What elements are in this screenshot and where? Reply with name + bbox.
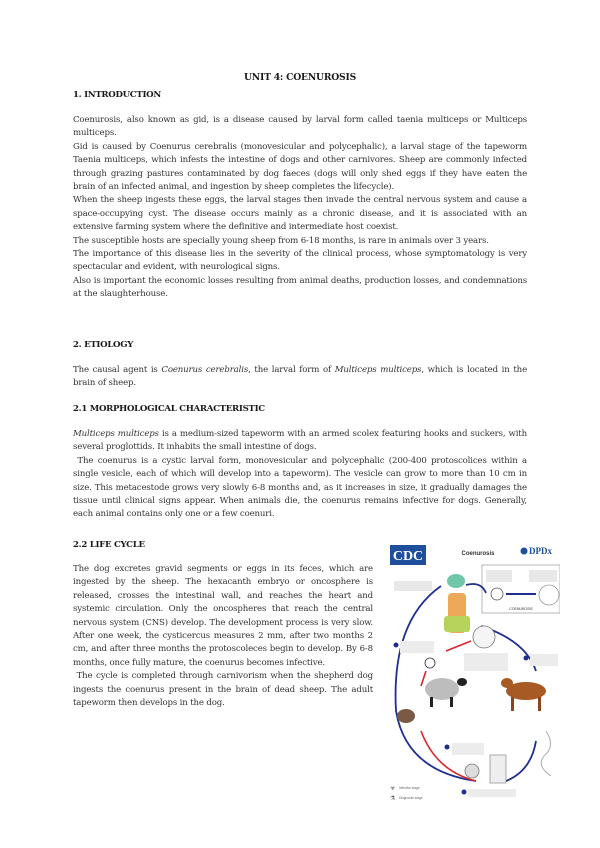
legend-infective-stage: Infective stage <box>399 786 420 790</box>
etiology-body <box>73 364 527 391</box>
dog-head-icon <box>501 678 513 688</box>
caption-block <box>529 570 557 582</box>
heading-morphology: 2.1 MORPHOLOGICAL CHARACTERISTIC <box>73 404 265 414</box>
sheep-head-icon <box>457 678 467 686</box>
dpdx-logo-text: DPDx <box>529 546 552 556</box>
step-marker-icon <box>524 656 529 661</box>
caption-block <box>400 641 434 653</box>
coenurus-cyst-icon <box>473 626 495 648</box>
morphology-body <box>73 428 530 522</box>
dpdx-logo-icon <box>521 548 528 555</box>
paragraph <box>73 428 527 455</box>
caption-block <box>464 653 508 671</box>
page-title: UNIT 4: COENUROSIS <box>243 72 357 83</box>
rabbit-icon <box>397 709 415 723</box>
heading-etiology: 2. ETIOLOGY <box>73 340 134 350</box>
text: is a medium-sized tapeworm with an armed scolex featuring hooks and suckers, with several proglottids. It inhabits the small intestine of dogs. <box>73 429 527 453</box>
text: , the larval form of <box>248 365 335 375</box>
life-cycle-body <box>73 563 376 710</box>
life-cycle-figure <box>386 541 560 821</box>
paragraph: Gid is caused by Coenurus cerebralis (monovesicular and polycephalic), a larval stage of the tapeworm Taenia multiceps, which infests the intestine of dogs and other carnivores. Sheep are commonly infected through grazing pastures contaminated by dog faeces (dogs will only shed eggs if they have eaten the brain of an infected animal, and ingestion by sheep completes the lifecycle). <box>73 141 527 193</box>
dog-leg <box>538 697 541 711</box>
intestine-icon <box>444 616 470 632</box>
paragraph: When the sheep ingests these eggs, the larval stages then invade the central nervous system and cause a space-occupying cyst. The disease occurs mainly as a chronic disease, and it is associated with an extensive farming system where the definitive and intermediate host coexist. <box>73 195 527 233</box>
sheep-icon <box>425 678 459 700</box>
figure-title: Coenurosis <box>461 551 495 557</box>
introduction-body <box>73 114 527 302</box>
caption-block <box>530 654 558 666</box>
legend-diagnostic-stage: Diagnostic stage <box>399 796 423 800</box>
paragraph: The coenurus is a cystic larval form, monovesicular and polycephalic (200-400 protoscolices within a single vesicle, each of which will develop into a tapeworm). The vesicle can grow to more than 10 cm in size. This metacestode grows very slowly 6-8 months and, as it increases in size, it gradually damages the tissue until clinical signs appear. When animals die, the coenurus remains infective for dogs. Generally, each animal contains only one or a few coenuri. <box>73 455 530 520</box>
oncosphere-icon <box>425 658 435 668</box>
infective-stage-icon: ☣ <box>390 786 396 792</box>
step-marker-icon <box>445 745 450 750</box>
paragraph: The dog excretes gravid segments or eggs in its feces, which are ingested by the sheep. The hexacanth embryo or oncosphere is released, crosses the intestinal wall, and reaches the heart and systemic circulation. Only the oncospheres that reach the central nervous system (CNS) develop. The development process is very slow. After one week, the cysticercus measures 2 mm, after two months 2 cm, and after three months the protoscoleces begin to develop. By 6-8 months, once fully mature, the coenurus becomes infective. <box>73 564 373 668</box>
sheep-leg <box>450 697 453 707</box>
species-name: Multiceps multiceps <box>73 429 159 439</box>
heading-introduction: 1. INTRODUCTION <box>73 90 161 100</box>
caption-block <box>486 570 512 582</box>
paragraph: Also is important the economic losses resulting from animal deaths, production losses, and condemnations at the slaughterhouse. <box>73 275 527 300</box>
caption-block <box>468 789 516 797</box>
caption-block <box>452 743 484 755</box>
step-marker-icon <box>462 790 467 795</box>
brain-icon <box>447 574 465 588</box>
egg-icon <box>465 764 479 778</box>
species-name: Multiceps multiceps <box>334 365 422 375</box>
paragraph: Coenurosis, also known as gid, is a disease caused by larval form called taenia multiceps or Multiceps multiceps. <box>73 115 527 139</box>
text: The causal agent is <box>73 365 162 375</box>
diagnostic-stage-icon: ⚗ <box>390 796 396 802</box>
dog-leg <box>511 697 514 711</box>
step-marker-icon <box>394 643 399 648</box>
species-name: Coenurus cerebralis <box>161 365 249 375</box>
paragraph: The cycle is completed through carnivorism when the shepherd dog ingests the coenurus present in the brain of dead sheep. The adult tapeworm then develops in the dog. <box>73 671 376 709</box>
proglottid-icon <box>490 755 506 783</box>
sheep-leg <box>430 697 433 707</box>
box-label: COENUROSIS <box>509 607 533 611</box>
paragraph: The susceptible hosts are specially young sheep from 6-18 months, is rare in animals over 3 years. <box>73 235 489 246</box>
paragraph: The importance of this disease lies in the severity of the clinical process, whose symptomatology is very spectacular and evident, with neurological signs. <box>73 249 527 273</box>
cdc-logo-text: CDC <box>392 549 424 564</box>
text: , which is located in the brain of sheep. <box>73 365 527 389</box>
heading-life-cycle: 2.2 LIFE CYCLE <box>73 540 145 550</box>
life-cycle-diagram <box>386 541 560 821</box>
caption-block <box>394 581 432 591</box>
